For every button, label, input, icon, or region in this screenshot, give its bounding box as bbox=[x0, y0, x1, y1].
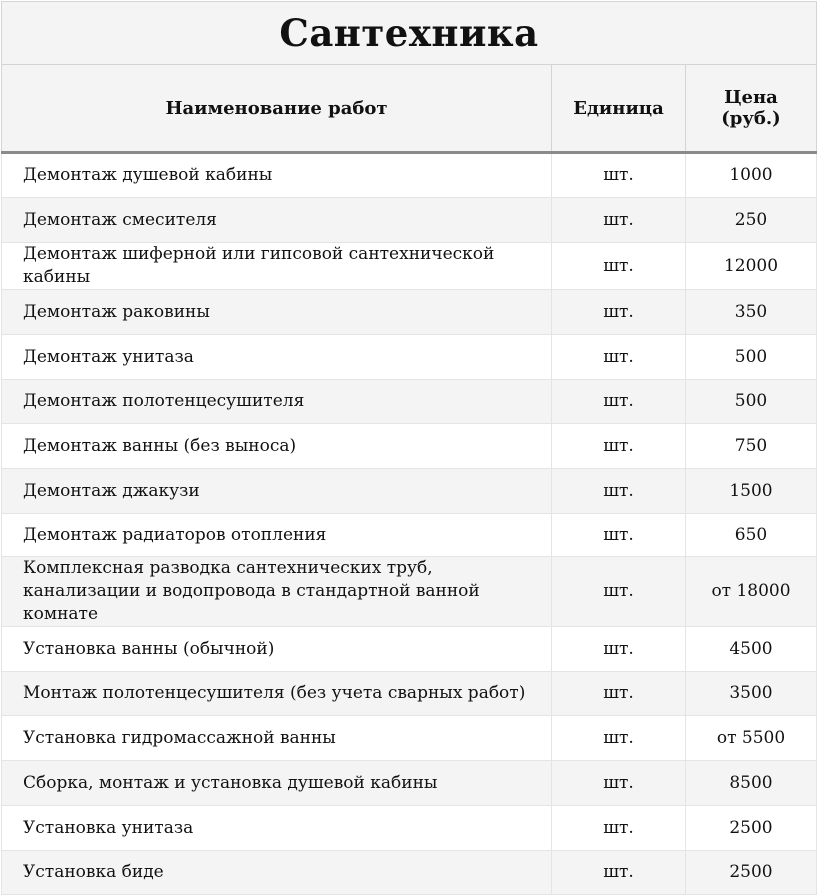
row-unit: шт. bbox=[552, 243, 686, 290]
row-name: Установка унитаза bbox=[2, 806, 552, 851]
column-header-unit: Единица bbox=[552, 65, 686, 153]
table-row bbox=[2, 153, 817, 198]
row-price: 350 bbox=[686, 290, 817, 335]
table-row bbox=[2, 469, 817, 514]
row-name: Установка гидромассажной ванны bbox=[2, 716, 552, 761]
title-row bbox=[2, 2, 817, 65]
table-row bbox=[2, 424, 817, 469]
row-price: от 18000 bbox=[686, 557, 817, 627]
table-row bbox=[2, 806, 817, 851]
table-body bbox=[2, 153, 817, 895]
table-row bbox=[2, 851, 817, 895]
row-price: 1000 bbox=[686, 153, 817, 198]
row-name: Монтаж полотенцесушителя (без учета сварных работ) bbox=[2, 672, 552, 716]
row-name: Демонтаж смесителя bbox=[2, 198, 552, 243]
row-unit: шт. bbox=[552, 851, 686, 895]
row-unit: шт. bbox=[552, 335, 686, 380]
row-name: Демонтаж душевой кабины bbox=[2, 153, 552, 198]
column-header-price-label: Цена (руб.) bbox=[721, 87, 781, 129]
row-name: Демонтаж ванны (без выноса) bbox=[2, 424, 552, 469]
row-price: 250 bbox=[686, 198, 817, 243]
row-unit: шт. bbox=[552, 716, 686, 761]
column-header-price bbox=[686, 65, 817, 153]
table-row bbox=[2, 514, 817, 557]
row-unit: шт. bbox=[552, 198, 686, 243]
table-row bbox=[2, 335, 817, 380]
table-row bbox=[2, 198, 817, 243]
row-unit: шт. bbox=[552, 469, 686, 514]
row-name: Установка ванны (обычной) bbox=[2, 627, 552, 672]
row-price: 2500 bbox=[686, 806, 817, 851]
row-unit: шт. bbox=[552, 557, 686, 627]
row-price: 4500 bbox=[686, 627, 817, 672]
row-name: Демонтаж раковины bbox=[2, 290, 552, 335]
table-row bbox=[2, 716, 817, 761]
row-name: Комплексная разводка сантехнических труб, канализации и водопровода в стандартной ванной комнате bbox=[2, 557, 552, 627]
table-row bbox=[2, 557, 817, 627]
row-unit: шт. bbox=[552, 514, 686, 557]
row-price: 500 bbox=[686, 380, 817, 424]
page-title: Сантехника bbox=[2, 2, 817, 65]
row-name: Демонтаж полотенцесушителя bbox=[2, 380, 552, 424]
table-row bbox=[2, 243, 817, 290]
price-table bbox=[1, 1, 817, 895]
table-row bbox=[2, 761, 817, 806]
row-unit: шт. bbox=[552, 806, 686, 851]
row-unit: шт. bbox=[552, 290, 686, 335]
row-name: Демонтаж радиаторов отопления bbox=[2, 514, 552, 557]
column-header-name: Наименование работ bbox=[2, 65, 552, 153]
row-unit: шт. bbox=[552, 672, 686, 716]
row-unit: шт. bbox=[552, 424, 686, 469]
table-row bbox=[2, 380, 817, 424]
table-row bbox=[2, 627, 817, 672]
row-unit: шт. bbox=[552, 153, 686, 198]
row-price: от 5500 bbox=[686, 716, 817, 761]
row-unit: шт. bbox=[552, 627, 686, 672]
table-row bbox=[2, 672, 817, 716]
row-price: 12000 bbox=[686, 243, 817, 290]
table-row bbox=[2, 290, 817, 335]
row-name: Сборка, монтаж и установка душевой кабины bbox=[2, 761, 552, 806]
row-name: Демонтаж унитаза bbox=[2, 335, 552, 380]
row-price: 500 bbox=[686, 335, 817, 380]
row-price: 3500 bbox=[686, 672, 817, 716]
row-price: 8500 bbox=[686, 761, 817, 806]
row-price: 1500 bbox=[686, 469, 817, 514]
table-header bbox=[2, 65, 817, 153]
row-price: 2500 bbox=[686, 851, 817, 895]
row-price: 650 bbox=[686, 514, 817, 557]
row-name: Демонтаж шиферной или гипсовой сантехнической кабины bbox=[2, 243, 552, 290]
row-unit: шт. bbox=[552, 761, 686, 806]
row-name: Установка биде bbox=[2, 851, 552, 895]
row-unit: шт. bbox=[552, 380, 686, 424]
row-price: 750 bbox=[686, 424, 817, 469]
row-name: Демонтаж джакузи bbox=[2, 469, 552, 514]
